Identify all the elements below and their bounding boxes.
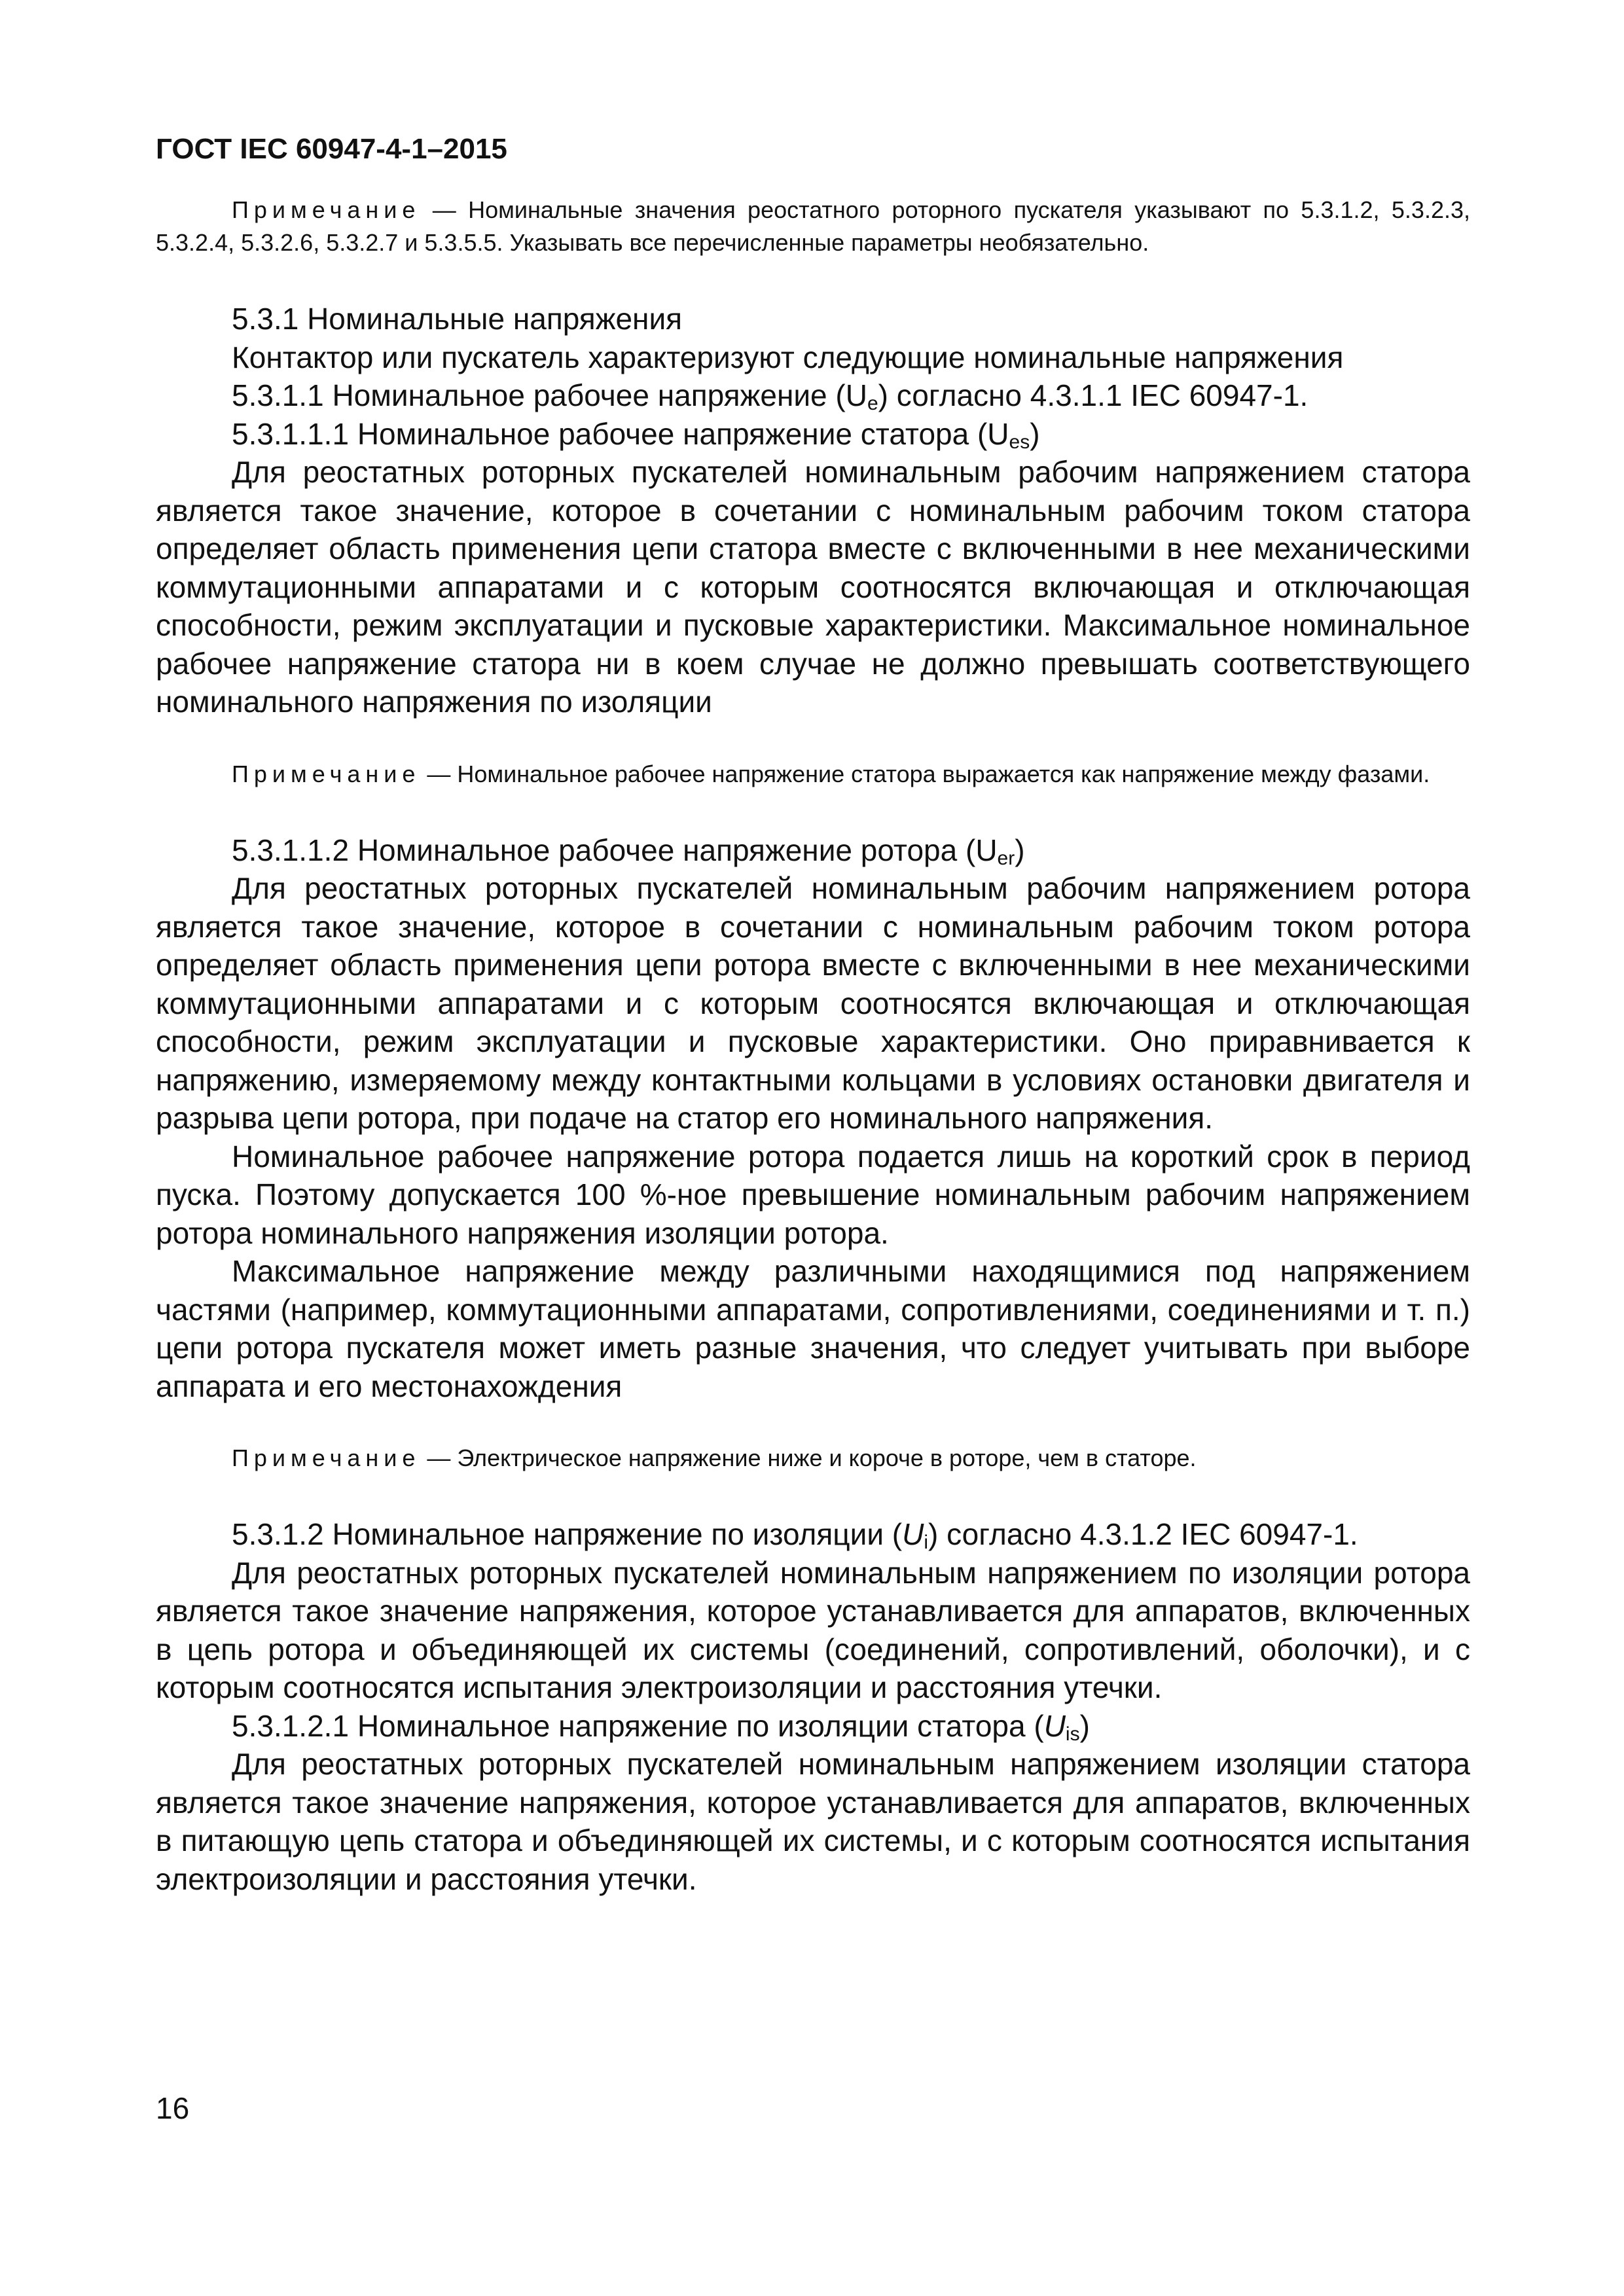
- note-label: Примечание: [232, 760, 421, 787]
- section-5-3-1-1-2-text-c: Максимальное напряжение между различными находящимися под напряжением частями (например, коммутационными аппаратами, сопротивлениями, соединениями и т. п.) цепи ротора пускателя может иметь разные значения, что следует учитывать при выборе аппарата и его местонахождения: [156, 1254, 1470, 1403]
- note-2: [156, 758, 1470, 791]
- section-5-3-1-2-heading: 5.3.1.2 Номинальное напряжение по изоляции $(U_i)$ согласно 4.3.1.2 IEC 60947-1.: [232, 1517, 1358, 1553]
- note-text: — Номинальное рабочее напряжение статора выражается как напряжение между фазами.: [420, 760, 1430, 787]
- section-5-3-1-2-1-heading: 5.3.1.2.1 Номинальное напряжение по изоляции статора $(U_{is})$: [232, 1708, 1090, 1745]
- note-3: [156, 1442, 1470, 1475]
- document-page: [156, 131, 1470, 1898]
- section-5-3-1-1-1-text: Для реостатных роторных пускателей номинальным рабочим напряжением статора является такое значение, которое в сочетании с номинальным рабочим током статора определяет область применения цепи статора вместе с включенными в нее механическими коммутационными аппаратами и с которым соотносятся включающая и отключающая способности, режим эксплуатации и пусковые характеристики. Максимальное номинальное рабочее напряжение статора ни в коем случае не должно превышать соответствующего номинального напряжения по изоляции: [156, 455, 1470, 719]
- section-5-3-1-1-heading: 5.3.1.1 Номинальное рабочее напряжение $(U_e)$ согласно 4.3.1.1 IEC 60947-1.: [232, 378, 1308, 414]
- section-5-3-1-intro: Контактор или пускатель характеризуют следующие номинальные напряжения: [232, 340, 1344, 374]
- note-text: — Номинальные значения реостатного роторного пускателя указывают по 5.3.1.2, 5.3.2.3, 5.3.2.4, 5.3.2.6, 5.3.2.7 и 5.3.5.5. Указывать все перечисленные параметры необязательно.: [156, 196, 1470, 256]
- section-5-3-1-1-2-heading: 5.3.1.1.2 Номинальное рабочее напряжение ротора $(U_{er})$: [232, 833, 1025, 869]
- document-header: ГОСТ IEC 60947-4-1–2015: [156, 133, 507, 165]
- section-5-3-1-1-1-heading: 5.3.1.1.1 Номинальное рабочее напряжение статора $(U_{es})$: [232, 416, 1040, 453]
- section-5-3-1-heading: 5.3.1 Номинальные напряжения: [232, 302, 683, 336]
- section-5-3-1-1-2-text-a: Для реостатных роторных пускателей номинальным рабочим напряжением ротора является такое значение, которое в сочетании с номинальным рабочим током ротора определяет область применения цепи ротора вместе с включенными в нее механическими коммутационными аппаратами и с которым соотносятся включающая и отключающая способности, режим эксплуатации и пусковые характеристики. Оно приравнивается к напряжению, измеряемому между контактными кольцами в условиях остановки двигателя и разрыва цепи ротора, при подаче на статор его номинального напряжения.: [156, 871, 1470, 1135]
- note-label: Примечание: [232, 1444, 421, 1471]
- note-1: [156, 194, 1470, 259]
- section-5-3-1-2-1-text: Для реостатных роторных пускателей номинальным напряжением изоляции статора является такое значение напряжения, которое устанавливается для аппаратов, включенных в питающую цепь статора и объединяющей их системы, и с которым соотносятся испытания электроизоляции и расстояния утечки.: [156, 1747, 1470, 1896]
- page-number: 16: [156, 2091, 190, 2125]
- section-5-3-1-2-text: Для реостатных роторных пускателей номинальным напряжением по изоляции ротора является такое значение напряжения, которое устанавливается для аппаратов, включенных в цепь ротора и объединяющей их системы (соединений, сопротивлений, оболочки), и с которым соотносятся испытания электроизоляции и расстояния утечки.: [156, 1555, 1470, 1704]
- section-5-3-1-1-2-text-b: Номинальное рабочее напряжение ротора подается лишь на короткий срок в период пуска. Поэтому допускается 100 %-ное превышение номинальным рабочим напряжением ротора номинального напряжения изоляции ротора.: [156, 1139, 1470, 1250]
- note-label: Примечание: [232, 196, 421, 223]
- note-text: — Электрическое напряжение ниже и короче в роторе, чем в статоре.: [420, 1444, 1197, 1471]
